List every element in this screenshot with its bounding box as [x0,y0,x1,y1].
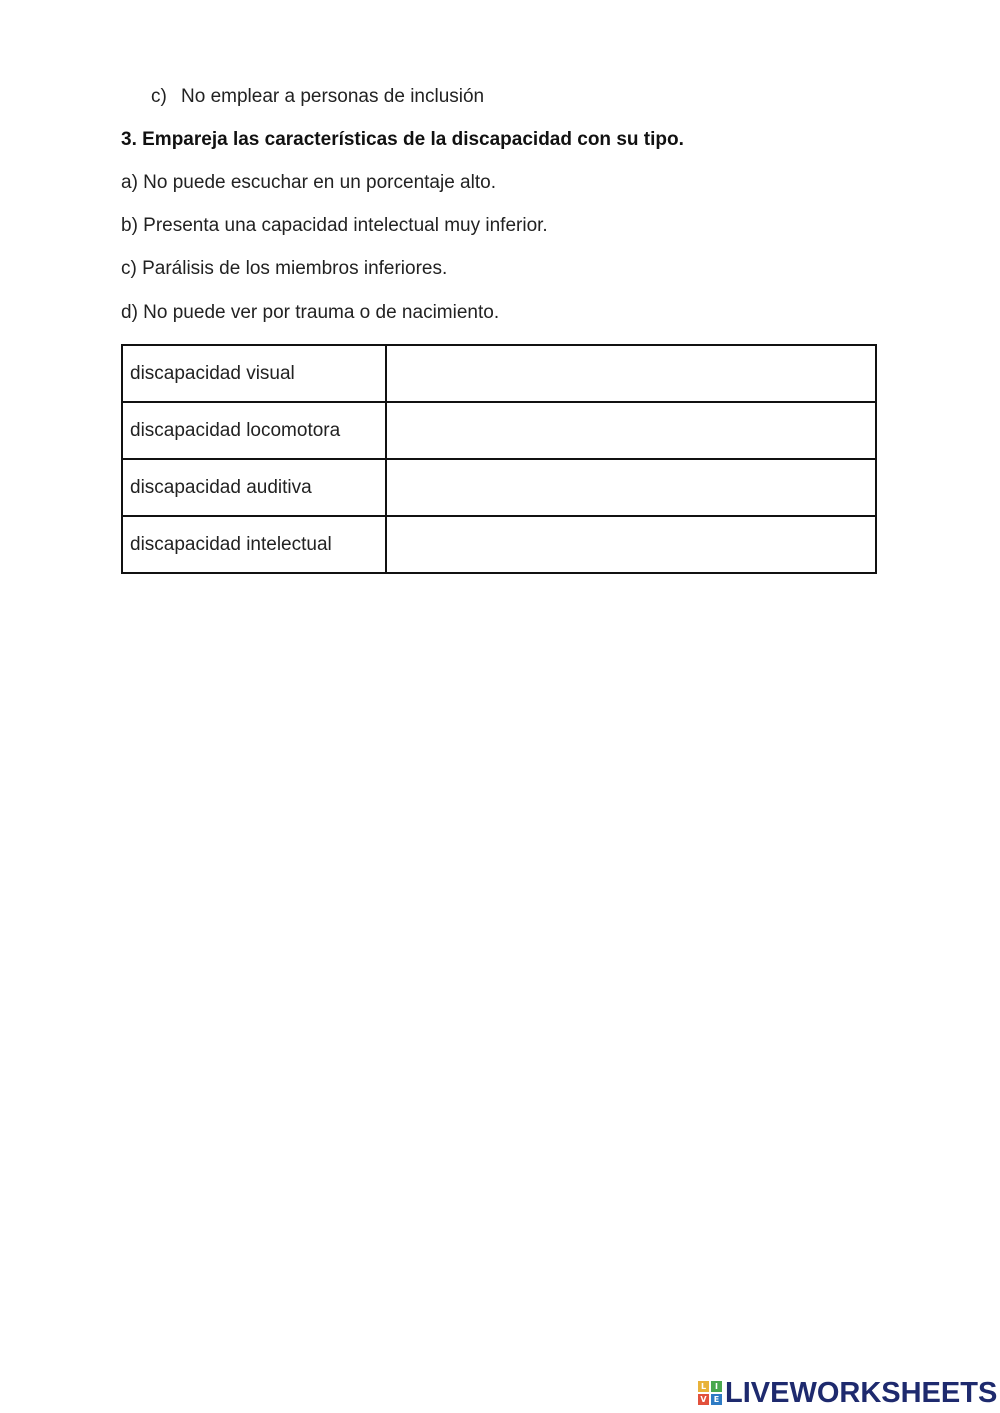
table-row [122,459,876,516]
logo-letter-i: I [711,1381,722,1392]
question-item-d: d) No puede ver por trauma o de nacimiento. [121,302,500,323]
disability-type-cell: discapacidad visual [122,345,386,402]
answer-cell[interactable] [386,345,876,402]
liveworksheets-logo [698,1378,997,1408]
disability-type-cell: discapacidad auditiva [122,459,386,516]
table-row [122,345,876,402]
question-item-b: b) Presenta una capacidad intelectual muy inferior. [121,215,548,236]
question-title: 3. Empareja las características de la discapacidad con su tipo. [121,129,684,150]
logo-letter-e: E [711,1394,722,1405]
disability-type-cell: discapacidad locomotora [122,402,386,459]
option-marker: c) [151,86,167,107]
question-item-c: c) Parálisis de los miembros inferiores. [121,258,448,279]
logo-icon [698,1381,722,1405]
answer-cell[interactable] [386,459,876,516]
logo-letter-l: L [698,1381,709,1392]
matching-table [121,344,877,574]
question-item-a: a) No puede escuchar en un porcentaje alto. [121,172,496,193]
table-row [122,402,876,459]
option-text: No emplear a personas de inclusión [181,86,485,107]
answer-cell[interactable] [386,516,876,573]
logo-letter-v: V [698,1394,709,1405]
answer-cell[interactable] [386,402,876,459]
previous-option-c [151,86,484,108]
logo-text: LIVEWORKSHEETS [725,1376,998,1409]
table-row [122,516,876,573]
disability-type-cell: discapacidad intelectual [122,516,386,573]
